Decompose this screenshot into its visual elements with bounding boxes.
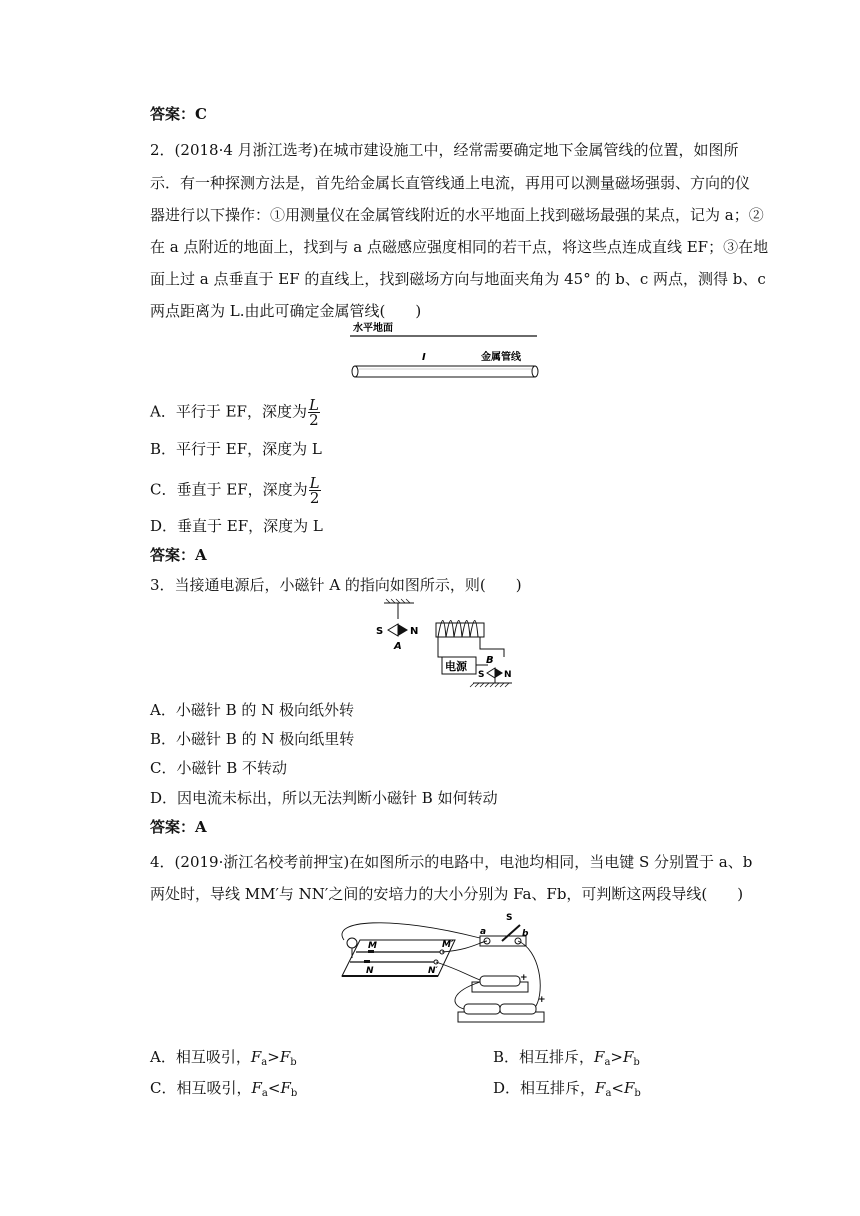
fraction-l-over-2: $\frac{L}{2}$ xyxy=(309,474,320,507)
answer-q1: 答案：C xyxy=(150,105,207,123)
answer-q2: 答案：A xyxy=(150,546,207,564)
q3-stem: 3．当接通电源后，小磁针 A 的指向如图所示，则( ) xyxy=(150,576,522,594)
label-n: N xyxy=(366,966,374,976)
q4-stem-line2: 两处时，导线 MM′与 NN′之间的安培力的大小分别为 Fa、Fb，可判断这两段导线( ) xyxy=(150,885,744,903)
q4-option-a: A．相互吸引，$F_a>F_b$ xyxy=(150,1048,297,1068)
pipe-body xyxy=(355,366,535,377)
ground-label: 水平地面 xyxy=(353,323,393,334)
q4-stem-line1: 4．(2019·浙江名校考前押宝)在如图所示的电路中，电池均相同，当电键 S 分别置于 a、b xyxy=(150,853,753,871)
compass-a-south xyxy=(388,624,398,636)
q4-circuit-figure xyxy=(330,910,560,1035)
q4-option-d: D．相互排斥，$F_a<F_b$ xyxy=(493,1079,641,1099)
q4-option-b: B．相互排斥，$F_a>F_b$ xyxy=(493,1048,640,1068)
q3-option-b: B．小磁针 B 的 N 极向纸里转 xyxy=(150,730,355,748)
q2-stem-line5: 面上过 a 点垂直于 EF 的直线上，找到磁场方向与地面夹角为 45° 的 b、c 两点，测得 b、c xyxy=(150,270,766,288)
q2-option-d: D．垂直于 EF，深度为 L xyxy=(150,517,323,535)
compass-b-n-label: N xyxy=(504,670,512,680)
label-s: S xyxy=(506,913,513,923)
compass-a-s-label: S xyxy=(376,626,384,637)
battery-lower-2 xyxy=(500,1004,536,1014)
battery-upper xyxy=(480,976,520,986)
label-m: M xyxy=(368,941,377,951)
q2-stem-line2: 示．有一种探测方法是，首先给金属长直管线通上电流，再用可以测量磁场强弱、方向的仪 xyxy=(150,174,751,192)
compass-b-north xyxy=(495,668,503,678)
q3-solenoid-figure xyxy=(370,597,520,689)
compass-b-s-label: S xyxy=(478,670,485,680)
label-a: a xyxy=(480,927,487,937)
q4-option-c: C．相互吸引，$F_a<F_b$ xyxy=(150,1079,298,1099)
label-n-prime: N′ xyxy=(428,966,438,976)
pipe-left-end xyxy=(352,366,358,377)
pipe-label: 金属管线 xyxy=(481,352,521,363)
compass-b-label: B xyxy=(486,655,494,666)
q2-option-b: B．平行于 EF，深度为 L xyxy=(150,440,322,458)
q2-stem-line4: 在 a 点附近的地面上，找到与 a 点磁感应强度相同的若干点，将这些点连成直线 EF；③在地 xyxy=(150,238,769,256)
q2-stem-line6: 两点距离为 L.由此可确定金属管线( ) xyxy=(150,302,422,320)
svg-text:+: + xyxy=(520,973,528,983)
pipe-right-end xyxy=(532,366,538,377)
compass-a-label: A xyxy=(394,641,402,652)
fraction-l-over-2: $\frac{L}{2}$ xyxy=(308,396,319,429)
svg-text:+: + xyxy=(538,995,546,1005)
wire-board xyxy=(342,940,455,976)
current-label: I xyxy=(422,352,426,363)
q2-option-a: A．平行于 EF，深度为 $\frac{L}{2}$ xyxy=(150,396,319,429)
q2-pipe-figure xyxy=(345,318,545,384)
q3-option-c: C．小磁针 B 不转动 xyxy=(150,759,288,777)
label-b: b xyxy=(522,929,529,939)
q2-stem-line1: 2．(2018·4 月浙江选考)在城市建设施工中，经常需要确定地下金属管线的位置，如图所 xyxy=(150,141,739,159)
lamp-icon xyxy=(347,938,357,948)
q3-option-d: D．因电流未标出，所以无法判断小磁针 B 如何转动 xyxy=(150,789,498,807)
power-label: 电源 xyxy=(445,660,467,673)
compass-a-n-label: N xyxy=(410,626,419,637)
q2-option-c: C．垂直于 EF，深度为 $\frac{L}{2}$ xyxy=(150,474,320,507)
q2-stem-line3: 器进行以下操作：①用测量仪在金属管线附近的水平地面上找到磁场最强的某点，记为 a；② xyxy=(150,206,764,224)
compass-a-north xyxy=(398,624,408,636)
q3-option-a: A．小磁针 B 的 N 极向纸外转 xyxy=(150,701,355,719)
label-m-prime: M′ xyxy=(442,940,454,950)
battery-lower-1 xyxy=(464,1004,500,1014)
compass-b-south xyxy=(487,668,495,678)
answer-q3: 答案：A xyxy=(150,818,207,836)
